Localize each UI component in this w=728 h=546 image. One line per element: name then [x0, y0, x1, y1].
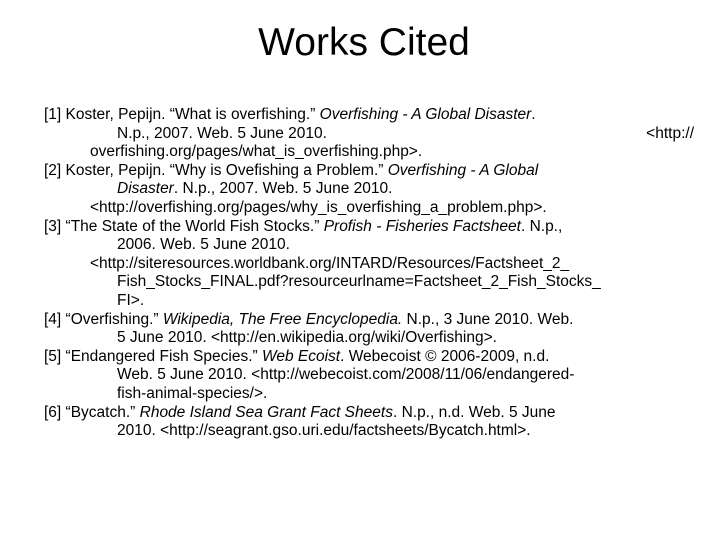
reference-2 [44, 162, 694, 218]
reference-1-source-title: Overfishing - A Global Disaster [319, 106, 532, 123]
reference-1-url: overfishing.org/pages/what_is_overfishing.php>. [90, 143, 423, 161]
reference-6-publication: . N.p., n.d. Web. 5 June [392, 403, 556, 421]
reference-1-url-start: <http:// [646, 124, 694, 142]
reference-5-text: [5] “Endangered Fish Species.” [44, 347, 262, 365]
works-cited-list [44, 106, 694, 441]
reference-1-line-1 [44, 106, 694, 125]
reference-5-line-3: fish-animal-species/>. [117, 384, 268, 402]
reference-3-publication: . N.p., [520, 217, 563, 235]
reference-6-source-title: Rhode Island Sea Grant Fact Sheets [139, 403, 393, 421]
reference-1-text: [1] Koster, Pepijn. “What is overfishing.” [44, 106, 320, 123]
reference-1-publication: N.p., 2007. Web. 5 June 2010. [117, 124, 327, 142]
reference-5 [44, 348, 694, 404]
reference-2-line-2 [44, 180, 694, 199]
reference-3-url-cont: Fish_Stocks_FINAL.pdf?resourceurlname=Factsheet_2_Fish_Stocks_ [117, 273, 601, 291]
reference-3-source-title: Profish - Fisheries Factsheet [323, 217, 521, 235]
reference-6 [44, 404, 694, 441]
reference-5-line-2: Web. 5 June 2010. <http://webecoist.com/2008/11/06/endangered- [117, 366, 575, 384]
reference-3-url-end: FI>. [117, 291, 145, 309]
reference-5-source-title: Web Ecoist [261, 347, 341, 365]
reference-4-text: [4] “Overfishing.” [44, 310, 163, 328]
reference-2-publication: . N.p., 2007. Web. 5 June 2010. [173, 180, 393, 198]
reference-4-line-2: 5 June 2010. <http://en.wikipedia.org/wiki/Overfishing>. [117, 329, 497, 347]
reference-3 [44, 218, 694, 311]
reference-2-source-title: Overfishing - A Global [387, 161, 539, 179]
reference-6-line-2: 2010. <http://seagrant.gso.uri.edu/factsheets/Bycatch.html>. [117, 422, 531, 440]
reference-5-publication: . Webecoist © 2006-2009, n.d. [340, 347, 550, 365]
reference-2-line-1 [44, 162, 694, 181]
reference-1-punct: . [531, 106, 536, 123]
reference-2-source-title-cont: Disaster [117, 180, 174, 198]
reference-6-text: [6] “Bycatch.” [44, 403, 140, 421]
reference-1 [44, 106, 694, 162]
reference-3-text: [3] “The State of the World Fish Stocks.” [44, 217, 324, 235]
reference-1-line-2 [44, 125, 694, 144]
reference-2-text: [2] Koster, Pepijn. “Why is Ovefishing a Problem.” [44, 161, 388, 179]
reference-6-line-1 [44, 404, 694, 423]
reference-5-line-1 [44, 348, 694, 367]
reference-4 [44, 311, 694, 348]
page-title: Works Cited [258, 21, 470, 64]
reference-3-url: <http://siteresources.worldbank.org/INTARD/Resources/Factsheet_2_ [90, 254, 570, 272]
reference-4-publication: N.p., 3 June 2010. Web. [402, 310, 574, 328]
reference-2-url: <http://overfishing.org/pages/why_is_overfishing_a_problem.php>. [90, 198, 547, 216]
reference-4-source-title: Wikipedia, The Free Encyclopedia. [162, 310, 403, 328]
reference-4-line-1 [44, 311, 694, 330]
reference-3-line-1 [44, 218, 694, 237]
reference-3-line-2: 2006. Web. 5 June 2010. [117, 236, 290, 254]
